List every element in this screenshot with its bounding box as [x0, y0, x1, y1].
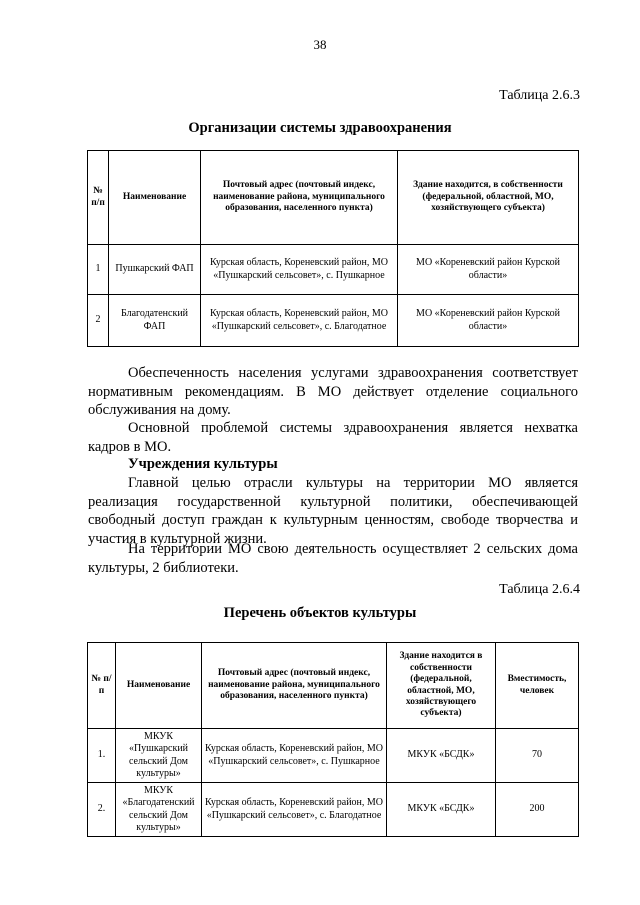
cell-number: 1 [88, 245, 109, 295]
col-header-name: Наименование [116, 643, 202, 729]
culture-heading: Учреждения культуры [128, 456, 278, 472]
cell-ownership: МКУК «БСДК» [387, 729, 496, 783]
col-header-ownership: Здание находится, в собственности (федеральной, областной, МО, хозяйствующего субъекта) [398, 151, 579, 245]
table-header-row [88, 643, 579, 729]
col-header-number: № п/п [88, 643, 116, 729]
col-header-capacity: Вместимость, человек [496, 643, 579, 729]
cell-address: Курская область, Кореневский район, МО «Пушкарский сельсовет», с. Пушкарное [202, 729, 387, 783]
cell-address: Курская область, Кореневский район, МО «Пушкарский сельсовет», с. Благодатное [202, 783, 387, 837]
cell-ownership: МО «Кореневский район Курской области» [398, 295, 579, 347]
cell-ownership: МКУК «БСДК» [387, 783, 496, 837]
page-number: 38 [313, 37, 327, 52]
paragraph-culture-facilities: На территории МО свою деятельность осуществляет 2 сельских дома культуры, 2 библиотеки. [88, 541, 578, 576]
table-row [88, 295, 579, 347]
cell-ownership: МО «Кореневский район Курской области» [398, 245, 579, 295]
cell-name: Пушкарский ФАП [109, 245, 201, 295]
cell-capacity: 200 [496, 783, 579, 837]
cell-capacity: 70 [496, 729, 579, 783]
table-row [88, 245, 579, 295]
healthcare-table [87, 150, 579, 347]
col-header-address: Почтовый адрес (почтовый индекс, наименование района, муниципального образования, населенного пункта) [201, 151, 398, 245]
culture-table [87, 642, 579, 837]
paragraph-healthcare-provision: Обеспеченность населения услугами здравоохранения соответствует нормативным рекомендациям. В МО действует отделение социального обслуживания на дому. [88, 365, 578, 419]
table2-title: Перечень объектов культуры [223, 605, 417, 621]
paragraph-culture-goal: Главной целью отрасли культуры на территории МО является реализация государственной культурной политики, обеспечивающей свободный доступ граждан к культурным ценностям, свободе творчества и участия в культурной жизни. [88, 475, 578, 547]
col-header-number: № п/п [88, 151, 109, 245]
cell-number: 2 [88, 295, 109, 347]
cell-number: 1. [88, 729, 116, 783]
cell-name: Благодатенский ФАП [109, 295, 201, 347]
cell-name: МКУК «Благодатенский сельский Дом культуры» [116, 783, 202, 837]
paragraph-healthcare-problem: Основной проблемой системы здравоохранения является нехватка кадров в МО. [88, 420, 578, 455]
col-header-ownership: Здание находится в собственности (федеральной, областной, МО, хозяйствующего субъекта) [387, 643, 496, 729]
cell-number: 2. [88, 783, 116, 837]
table-row [88, 729, 579, 783]
cell-address: Курская область, Кореневский район, МО «Пушкарский сельсовет», с. Пушкарное [201, 245, 398, 295]
table2-caption: Таблица 2.6.4 [499, 582, 580, 597]
cell-address: Курская область, Кореневский район, МО «Пушкарский сельсовет», с. Благодатное [201, 295, 398, 347]
table1-title: Организации системы здравоохранения [188, 120, 452, 136]
col-header-address: Почтовый адрес (почтовый индекс, наименование района, муниципального образования, населенного пункта) [202, 643, 387, 729]
table1-caption: Таблица 2.6.3 [499, 88, 580, 103]
col-header-name: Наименование [109, 151, 201, 245]
table-row [88, 783, 579, 837]
cell-name: МКУК «Пушкарский сельский Дом культуры» [116, 729, 202, 783]
table-header-row [88, 151, 579, 245]
